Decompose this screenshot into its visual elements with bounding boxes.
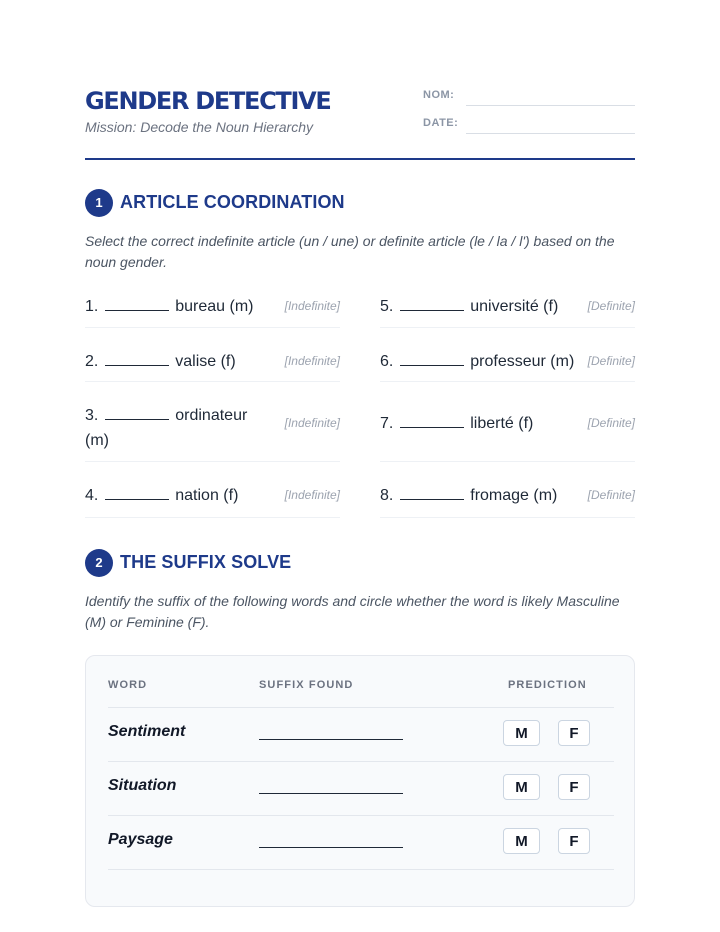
date-input-line[interactable]: [466, 133, 635, 134]
suffix-answer-line[interactable]: [259, 847, 403, 848]
page-title: GENDER DETECTIVE: [85, 87, 331, 115]
date-label: DATE:: [423, 117, 459, 129]
exercise-item: [85, 462, 340, 518]
item-word: liberté (f): [470, 415, 534, 432]
column-header-word: WORD: [108, 679, 148, 691]
answer-blank[interactable]: [105, 405, 169, 420]
item-hint: [Definite]: [587, 299, 635, 313]
table-row: [108, 707, 614, 762]
answer-blank[interactable]: [105, 296, 169, 311]
feminine-option[interactable]: F: [558, 720, 590, 746]
answer-blank[interactable]: [400, 296, 464, 311]
feminine-option[interactable]: F: [558, 828, 590, 854]
item-word: professeur (m): [470, 353, 575, 370]
item-number: 6.: [380, 353, 394, 370]
item-word: nation (f): [175, 487, 239, 504]
exercise-column-left: [85, 286, 340, 518]
exercise-item: [380, 462, 635, 518]
nom-input-line[interactable]: [466, 105, 635, 106]
item-word: bureau (m): [175, 298, 254, 315]
answer-blank[interactable]: [105, 351, 169, 366]
section-2-number-badge: 2: [85, 549, 113, 577]
suffix-answer-line[interactable]: [259, 739, 403, 740]
item-word: valise (f): [175, 353, 236, 370]
item-hint: [Indefinite]: [284, 299, 340, 313]
exercise-item: [85, 286, 340, 328]
table-row: [108, 815, 614, 870]
answer-blank[interactable]: [400, 485, 464, 500]
nom-label: NOM:: [423, 89, 455, 101]
column-header-suffix: SUFFIX FOUND: [259, 679, 354, 691]
item-hint: [Definite]: [587, 354, 635, 368]
answer-blank[interactable]: [400, 413, 464, 428]
row-word: Sentiment: [108, 723, 186, 740]
suffix-answer-line[interactable]: [259, 793, 403, 794]
exercise-item: [380, 328, 635, 382]
page-subtitle: Mission: Decode the Noun Hierarchy: [85, 119, 313, 135]
exercise-item: [85, 328, 340, 382]
feminine-option[interactable]: F: [558, 774, 590, 800]
section-2-instructions: Identify the suffix of the following words and circle whether the word is likely Masculine (M) or Feminine (F).: [85, 593, 620, 630]
item-number: 4.: [85, 487, 99, 504]
item-hint: [Indefinite]: [284, 354, 340, 368]
item-number: 3.: [85, 407, 99, 424]
header-divider: [85, 158, 635, 160]
section-1-number-badge: 1: [85, 189, 113, 217]
table-row: [108, 761, 614, 816]
item-word: université (f): [470, 298, 559, 315]
item-word: ordinateur (m): [85, 407, 248, 449]
exercise-item: [380, 286, 635, 328]
column-header-prediction: PREDICTION: [508, 679, 587, 691]
masculine-option[interactable]: M: [503, 828, 540, 854]
suffix-table: [85, 655, 635, 907]
answer-blank[interactable]: [105, 485, 169, 500]
date-field: [423, 114, 635, 136]
section-1-title: ARTICLE COORDINATION: [120, 192, 345, 212]
item-number: 7.: [380, 415, 394, 432]
exercise-item: [380, 382, 635, 462]
item-hint: [Indefinite]: [284, 416, 340, 430]
row-word: Situation: [108, 777, 177, 794]
answer-blank[interactable]: [400, 351, 464, 366]
item-hint: [Definite]: [587, 488, 635, 502]
worksheet-header: [85, 84, 635, 160]
row-word: Paysage: [108, 831, 173, 848]
item-word: fromage (m): [470, 487, 558, 504]
item-number: 2.: [85, 353, 99, 370]
item-number: 1.: [85, 298, 99, 315]
masculine-option[interactable]: M: [503, 720, 540, 746]
masculine-option[interactable]: M: [503, 774, 540, 800]
item-hint: [Definite]: [587, 416, 635, 430]
item-number: 5.: [380, 298, 394, 315]
item-number: 8.: [380, 487, 394, 504]
section-2-title: THE SUFFIX SOLVE: [120, 552, 292, 572]
exercise-item: [85, 382, 340, 462]
table-row-divider: [108, 869, 614, 906]
item-hint: [Indefinite]: [284, 488, 340, 502]
exercise-column-right: [380, 286, 635, 518]
nom-field: [423, 86, 635, 108]
section-1-instructions: Select the correct indefinite article (un / une) or definite article (le / la / l') based on the noun gender.: [85, 233, 615, 270]
